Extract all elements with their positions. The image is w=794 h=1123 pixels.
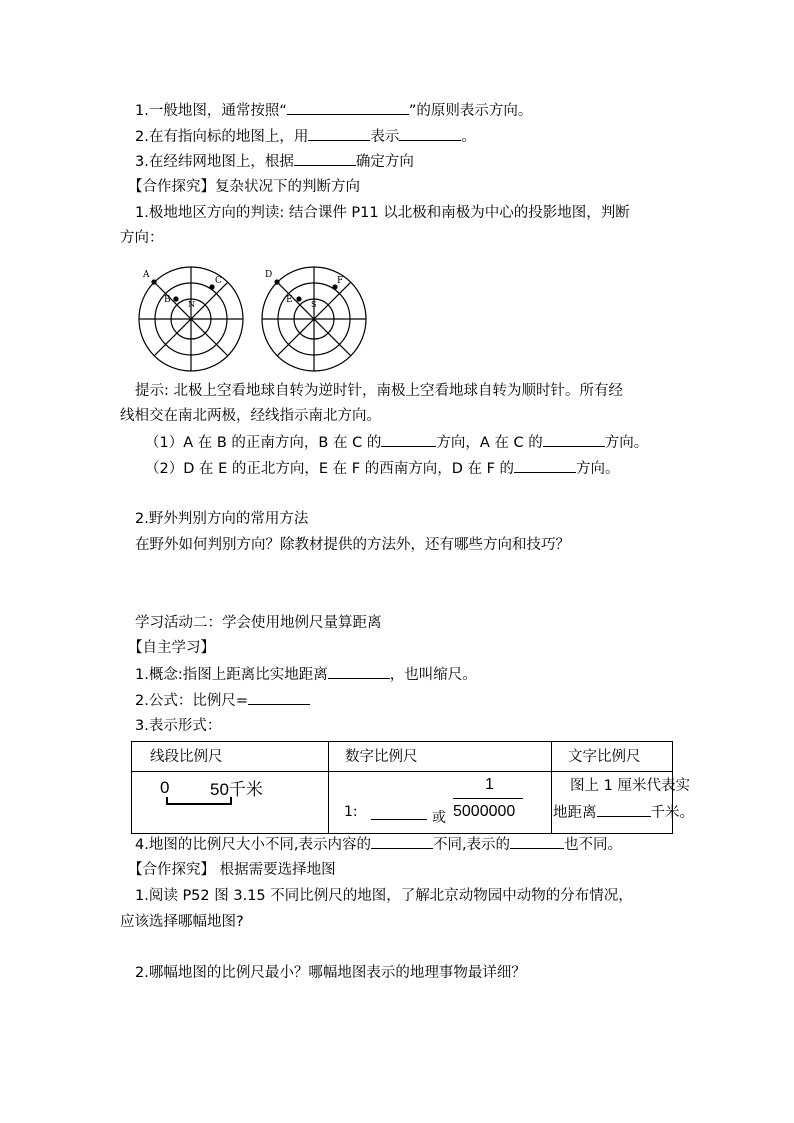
answer-blank[interactable] — [248, 690, 310, 705]
formula-line — [135, 690, 310, 711]
zoo-question-line1: 1.阅读 P52 图 3.15 不同比例尺的地图，了解北京动物园中动物的分布情况， — [135, 888, 633, 904]
activity2-title: 学习活动二：学会使用地例尺量算距离 — [135, 615, 382, 631]
answer-blank[interactable] — [308, 126, 370, 141]
label-d: D — [265, 270, 273, 280]
label-e: E — [286, 295, 293, 305]
self-study-heading: 【自主学习】 — [128, 640, 215, 656]
question-1-text: 1.一般地图，通常按照“ — [135, 103, 287, 119]
question-4-text-mid: 不同,表示的 — [432, 837, 511, 853]
hint-line2: 线相交在南北两极，经线指示南北方向。 — [120, 408, 381, 424]
question-4-text: 4.地图的比例尺大小不同,表示内容的 — [135, 837, 371, 853]
answer-blank[interactable] — [287, 100, 409, 115]
polar-question-line1: 1.极地地区方向的判读: 结合课件 P11 以北极和南极为中心的投影地图，判断 — [135, 205, 630, 221]
question-1 — [135, 100, 532, 121]
answer-blank[interactable] — [510, 834, 564, 849]
coop-heading-1: 【合作探究】复杂状况下的判断方向 — [128, 179, 360, 195]
label-a: A — [143, 270, 150, 280]
concept-text: 1.概念:指图上距离比实地距离 — [135, 667, 328, 683]
answer-blank[interactable] — [294, 151, 356, 166]
text-scale-cell — [552, 772, 694, 834]
concept-text-end: ，也叫缩尺。 — [389, 667, 477, 683]
hint-q2-text-end: 方向。 — [576, 461, 620, 477]
answer-blank[interactable] — [328, 664, 390, 679]
north-pole-diagram — [139, 267, 243, 371]
hint-question-2 — [145, 458, 620, 479]
label-s: S — [311, 300, 317, 309]
text-scale-line2-end: 千米。 — [650, 805, 694, 821]
label-n: N — [188, 300, 195, 309]
header-numeric-scale: 数字比例尺 — [329, 742, 552, 772]
polar-diagrams — [131, 262, 381, 372]
question-2-text-end: 。 — [461, 129, 476, 145]
question-3 — [135, 151, 414, 172]
numeric-scale-cell — [329, 772, 552, 834]
zoo-question-line2: 应该选择哪幅地图? — [120, 914, 244, 930]
hint-q1-text: （1）A 在 B 的正南方向，B 在 C 的 — [145, 435, 382, 451]
formula-text: 2.公式：比例尺= — [135, 693, 248, 709]
smallest-scale-question: 2.哪幅地图的比例尺最小？哪幅地图表示的地理事物最详细？ — [135, 965, 526, 981]
answer-blank[interactable] — [371, 805, 427, 820]
label-b: B — [164, 295, 171, 305]
numeric-prefix: 1: — [344, 804, 358, 820]
answer-blank[interactable] — [381, 432, 436, 447]
field-question: 在野外如何判别方向？除教材提供的方法外，还有哪些方向和技巧？ — [135, 537, 570, 553]
fraction-denominator: 5000000 — [453, 803, 516, 820]
question-3-text: 3.在经纬网地图上，根据 — [135, 154, 294, 170]
question-2-text: 2.在有指向标的地图上，用 — [135, 129, 309, 145]
answer-blank[interactable] — [543, 432, 605, 447]
question-4 — [135, 834, 622, 855]
numeric-or: 或 — [432, 810, 446, 826]
question-3-text-end: 确定方向 — [355, 154, 414, 170]
header-line-scale: 线段比例尺 — [132, 742, 329, 772]
line-scale-zero: 0 — [160, 778, 170, 797]
fraction-bar — [453, 798, 523, 799]
answer-blank[interactable] — [597, 802, 651, 817]
hint-q2-text: （2）D 在 E 的正北方向，E 在 F 的西南方向，D 在 F 的 — [145, 461, 515, 477]
fraction-numerator: 1 — [485, 776, 494, 793]
hint-question-1 — [145, 432, 648, 453]
question-4-text-end: 也不同。 — [564, 837, 623, 853]
line-scale-cell — [132, 772, 329, 834]
header-text-scale: 文字比例尺 — [552, 742, 673, 772]
coop-heading-2: 【合作探究】 根据需要选择地图 — [128, 862, 336, 878]
text-scale-line2-start: 地距离 — [553, 805, 597, 821]
question-2-text-mid: 表示 — [370, 129, 400, 145]
hint-q1-text-end: 方向。 — [604, 435, 649, 451]
label-c: C — [215, 276, 222, 286]
text-scale-line1: 图上 1 厘米代表实 — [570, 778, 690, 794]
label-f: F — [337, 276, 344, 286]
concept-line — [135, 664, 477, 685]
forms-line: 3.表示形式： — [135, 718, 222, 734]
question-2 — [135, 126, 476, 147]
question-1-text-end: ”的原则表示方向。 — [408, 103, 533, 119]
line-scale-bar — [166, 797, 232, 805]
answer-blank[interactable] — [514, 458, 576, 473]
field-title: 2.野外判别方向的常用方法 — [135, 511, 309, 527]
answer-blank[interactable] — [399, 126, 461, 141]
scale-table — [131, 741, 694, 834]
hint-q1-text-mid: 方向，A 在 C 的 — [436, 435, 543, 451]
answer-blank[interactable] — [371, 834, 433, 849]
line-scale-value: 50千米 — [210, 780, 263, 799]
hint-line1: 提示: 北极上空看地球自转为逆时针，南极上空看地球自转为顺时针。所有经 — [135, 383, 623, 399]
text-scale-line2 — [553, 801, 694, 822]
polar-question-line2: 方向： — [120, 230, 164, 246]
south-pole-diagram — [262, 267, 366, 371]
